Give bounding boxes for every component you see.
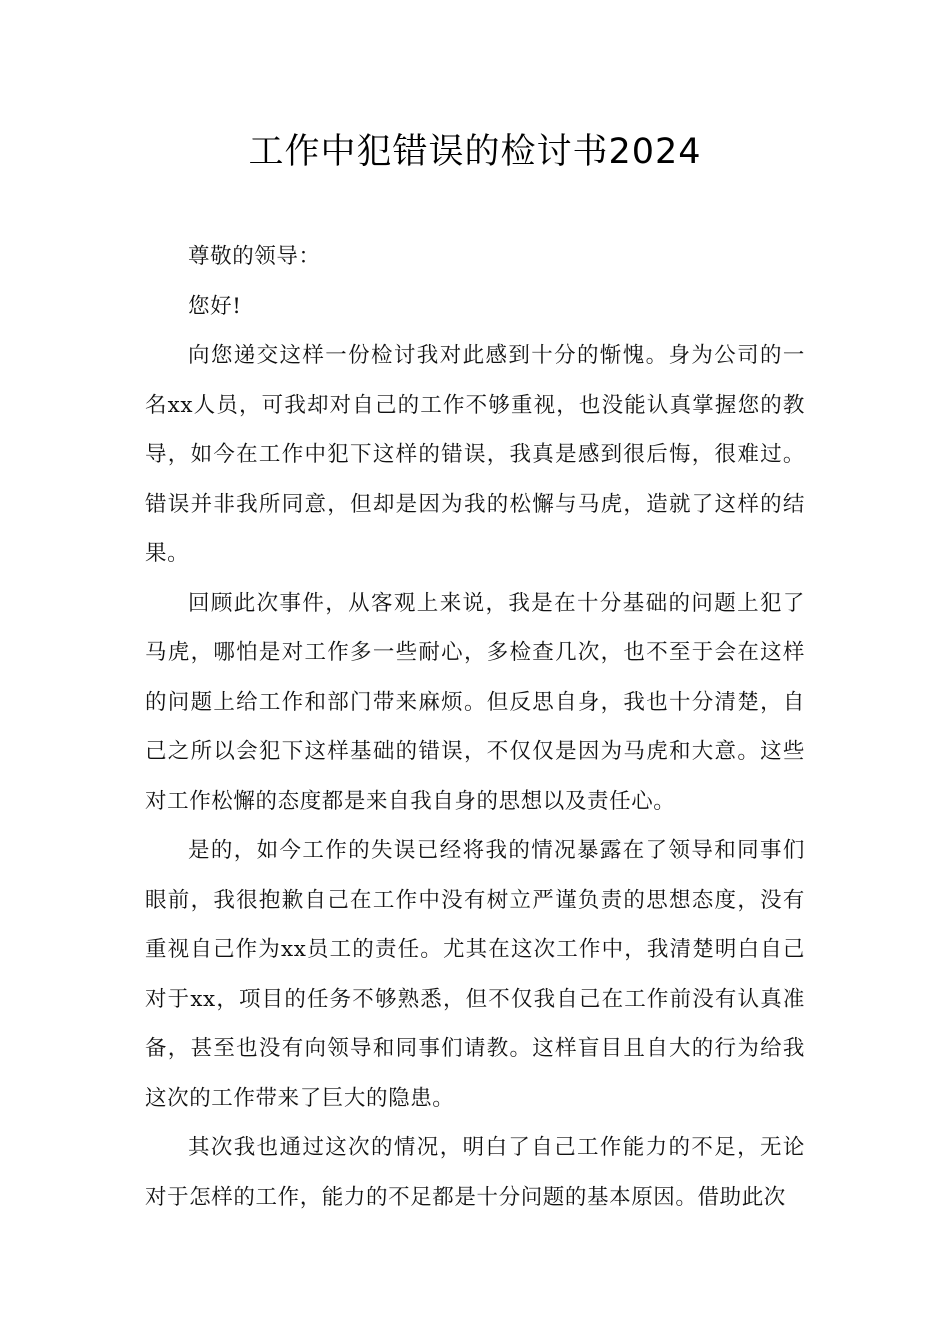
greeting: 您好!: [188, 293, 242, 319]
document-title: 工作中犯错误的检讨书2024: [248, 132, 702, 172]
document-body: [145, 232, 805, 1222]
paragraph-3: 是的，如今工作的失误已经将我的情况暴露在了领导和同事们眼前，我很抱歉自己在工作中没有树立严谨负责的思想态度，没有重视自己作为xx员工的责任。尤其在这次工作中，我清楚明白自己对于xx，项目的任务不够熟悉，但不仅我自己在工作前没有认真准备，甚至也没有向领导和同事们请教。这样盲目且自大的行为给我这次的工作带来了巨大的隐患。: [145, 838, 805, 1111]
paragraph-1: 向您递交这样一份检讨我对此感到十分的惭愧。身为公司的一名xx人员，可我却对自己的工作不够重视，也没能认真掌握您的教导，如今在工作中犯下这样的错误，我真是感到很后悔，很难过。错误并非我所同意，但却是因为我的松懈与马虎，造就了这样的结果。: [145, 343, 805, 566]
salutation: 尊敬的领导：: [188, 244, 321, 269]
paragraph-4: 其次我也通过这次的情况，明白了自己工作能力的不足，无论对于怎样的工作，能力的不足都是十分问题的基本原因。借助此次: [145, 1135, 805, 1210]
paragraph-2: 回顾此次事件，从客观上来说，我是在十分基础的问题上犯了马虎，哪怕是对工作多一些耐心，多检查几次，也不至于会在这样的问题上给工作和部门带来麻烦。但反思自身，我也十分清楚，自己之所以会犯下这样基础的错误，不仅仅是因为马虎和大意。这些对工作松懈的态度都是来自我自身的思想以及责任心。: [145, 590, 805, 814]
